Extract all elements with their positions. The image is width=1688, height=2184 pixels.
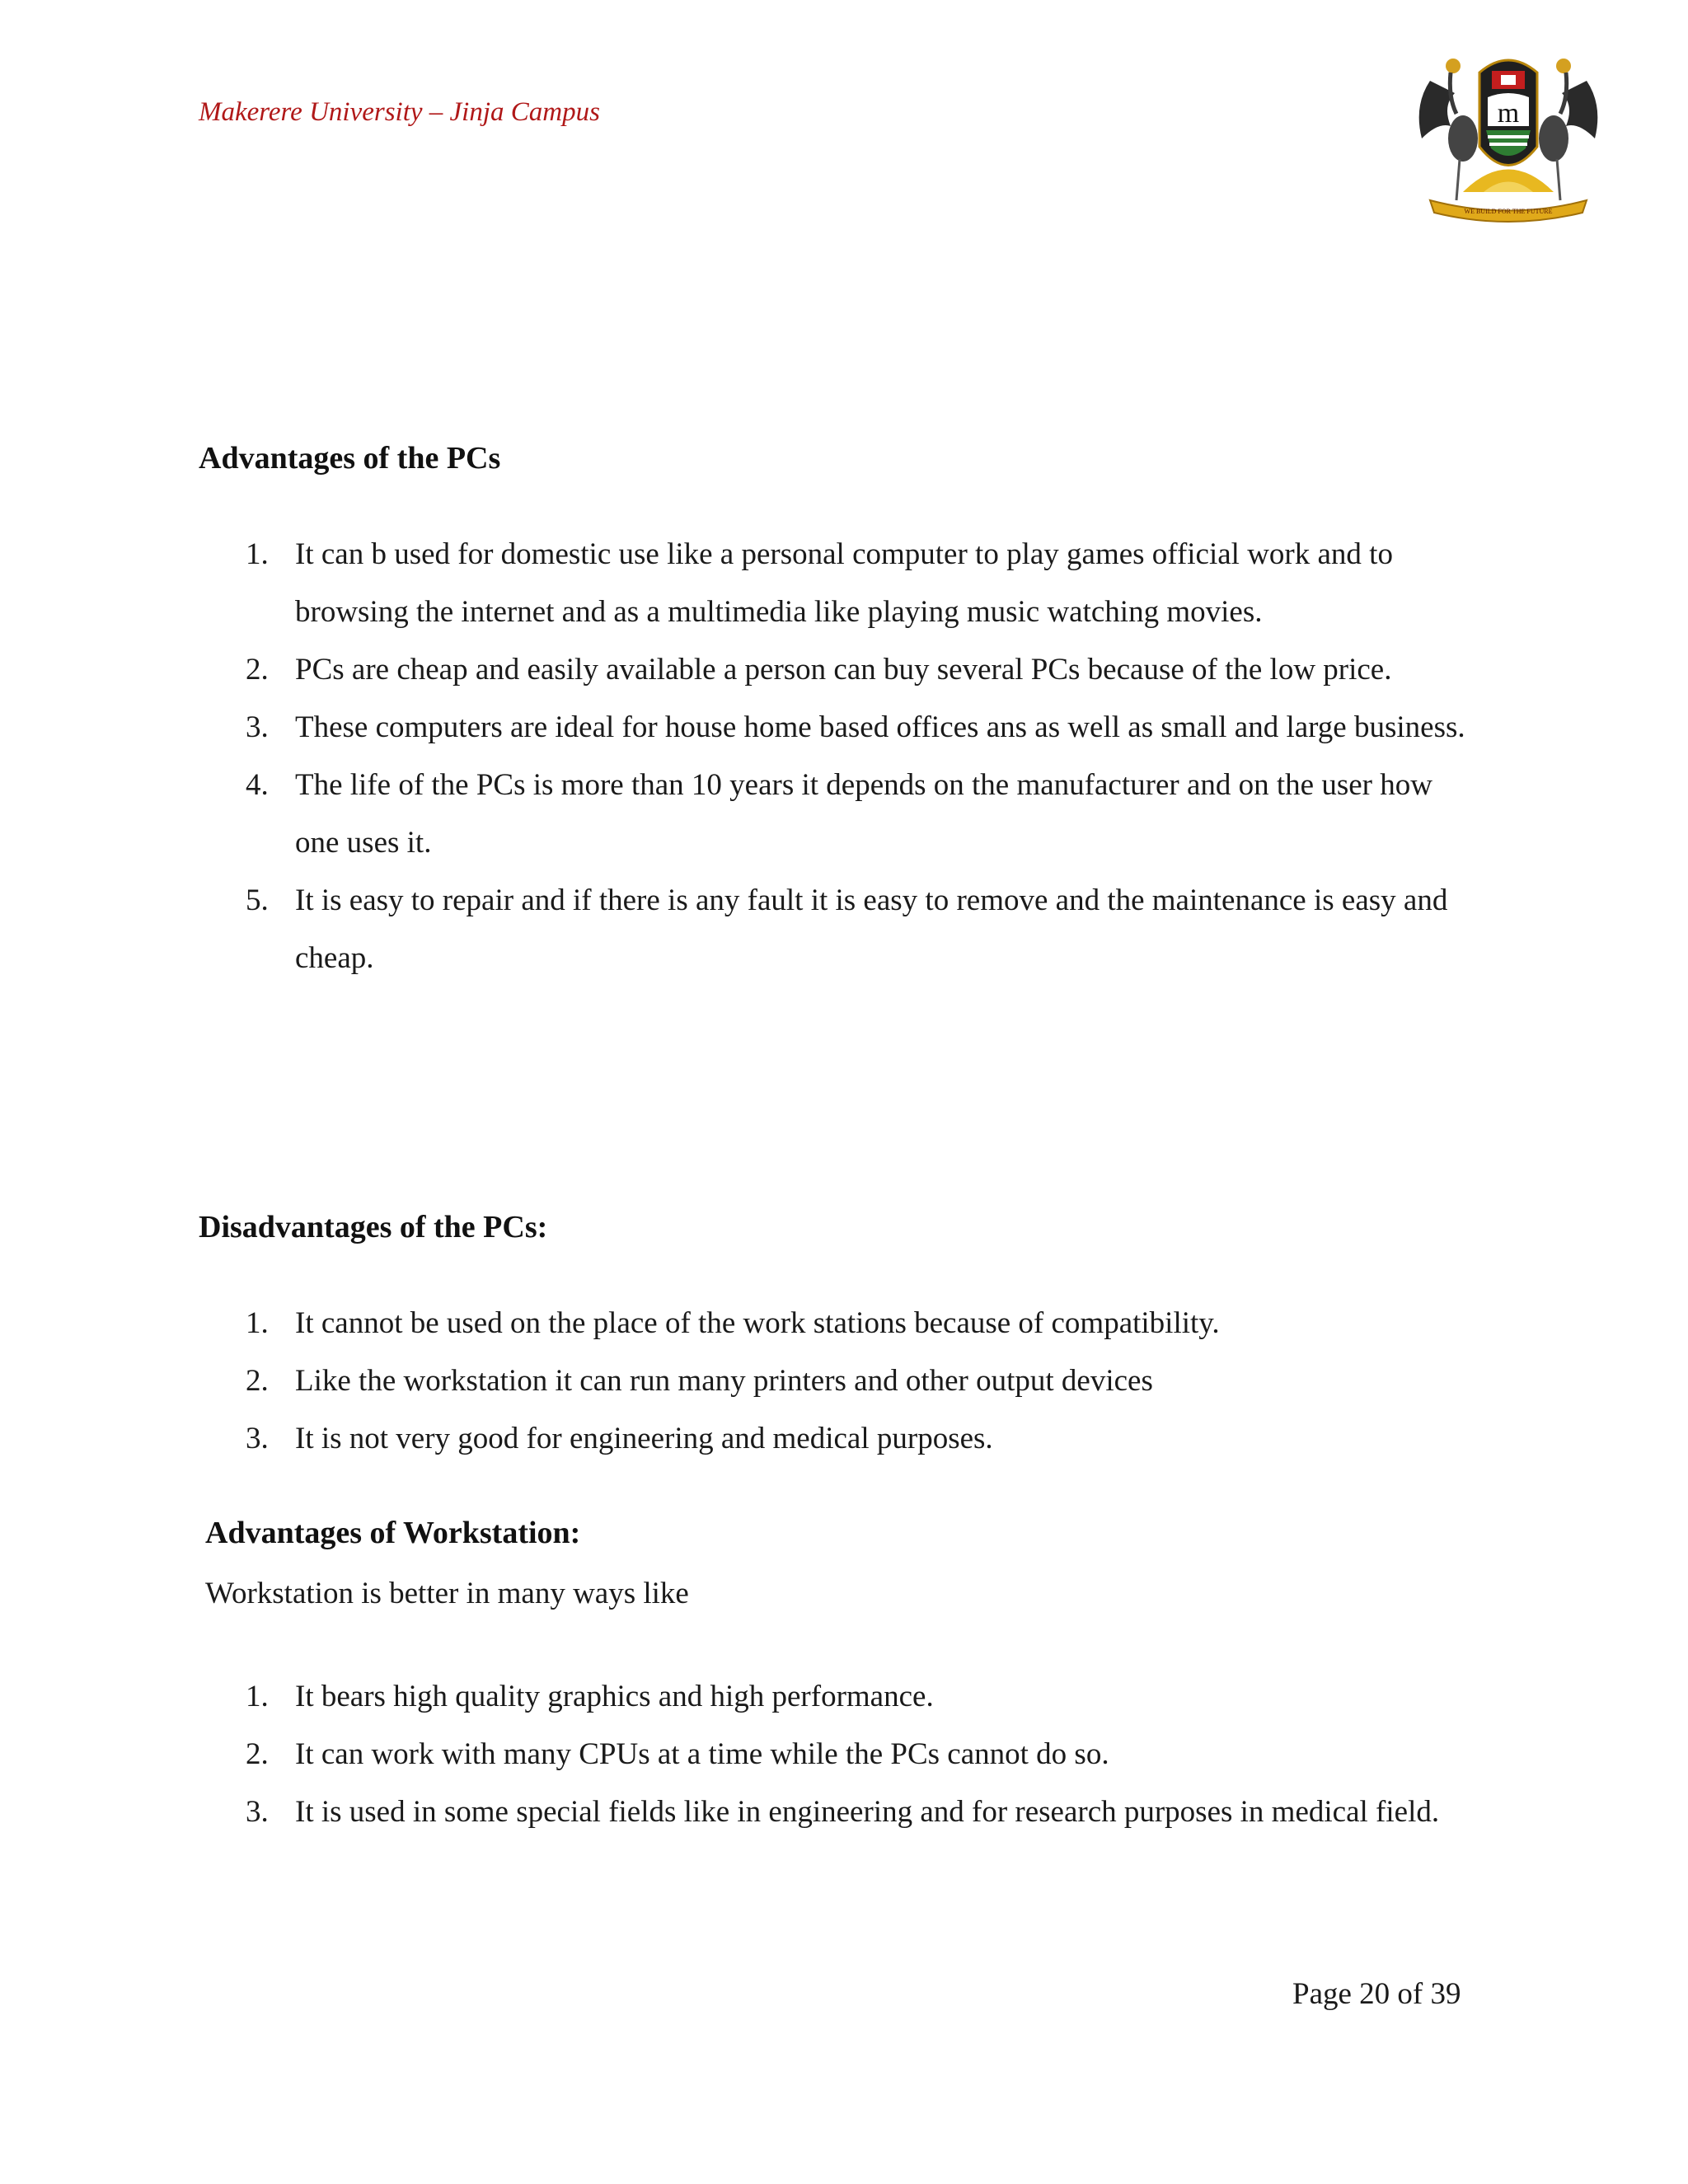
list-number: 3. [246,710,269,744]
svg-text:m: m [1497,98,1520,129]
section-heading-advantages-pcs: Advantages of the PCs [199,441,501,476]
list-item: 5. It is easy to repair and if there is any fault it is easy to remove and the maintenance is easy and cheap. [246,872,1474,987]
list-advantages-workstation [246,1668,1474,1841]
section-intro-workstation: Workstation is better in many ways like [205,1577,689,1610]
list-item: 3. It is not very good for engineering and medical purposes. [246,1410,1474,1468]
list-item: 3. It is used in some special fields like in engineering and for research purposes in medical field. [246,1783,1474,1841]
list-item: 1. It bears high quality graphics and high performance. [246,1668,1474,1726]
list-item: 1. It can b used for domestic use like a personal computer to play games official work and to browsing the internet and as a multimedia like playing music watching movies. [246,526,1474,641]
crest-motto: WE BUILD FOR THE FUTURE [1464,208,1553,215]
list-item: 2. It can work with many CPUs at a time while the PCs cannot do so. [246,1726,1474,1783]
section-heading-disadvantages-pcs: Disadvantages of the PCs: [199,1210,548,1244]
list-number: 2. [246,1737,269,1771]
list-number: 1. [246,1306,269,1340]
list-item: 4. The life of the PCs is more than 10 years it depends on the manufacturer and on the user how one uses it. [246,757,1474,872]
list-number: 2. [246,653,269,687]
list-number: 1. [246,1680,269,1713]
section-heading-advantages-workstation: Advantages of Workstation: [205,1516,581,1550]
list-number: 4. [246,768,269,802]
list-item: 3. These computers are ideal for house home based offices ans as well as small and large business. [246,699,1474,757]
list-number: 3. [246,1422,269,1455]
list-item: 2. PCs are cheap and easily available a person can buy several PCs because of the low price. [246,641,1474,699]
header-campus-title: Makerere University – Jinja Campus [199,97,600,127]
list-number: 3. [246,1795,269,1829]
list-number: 1. [246,537,269,571]
list-number: 5. [246,883,269,917]
list-item: 1. It cannot be used on the place of the work stations because of compatibility. [246,1295,1474,1352]
page-number: Page 20 of 39 [1292,1977,1461,2011]
list-item: 2. Like the workstation it can run many printers and other output devices [246,1352,1474,1410]
list-disadvantages-pcs [246,1295,1474,1468]
list-number: 2. [246,1364,269,1398]
list-advantages-pcs [246,526,1474,987]
university-crest-logo [1405,48,1611,223]
